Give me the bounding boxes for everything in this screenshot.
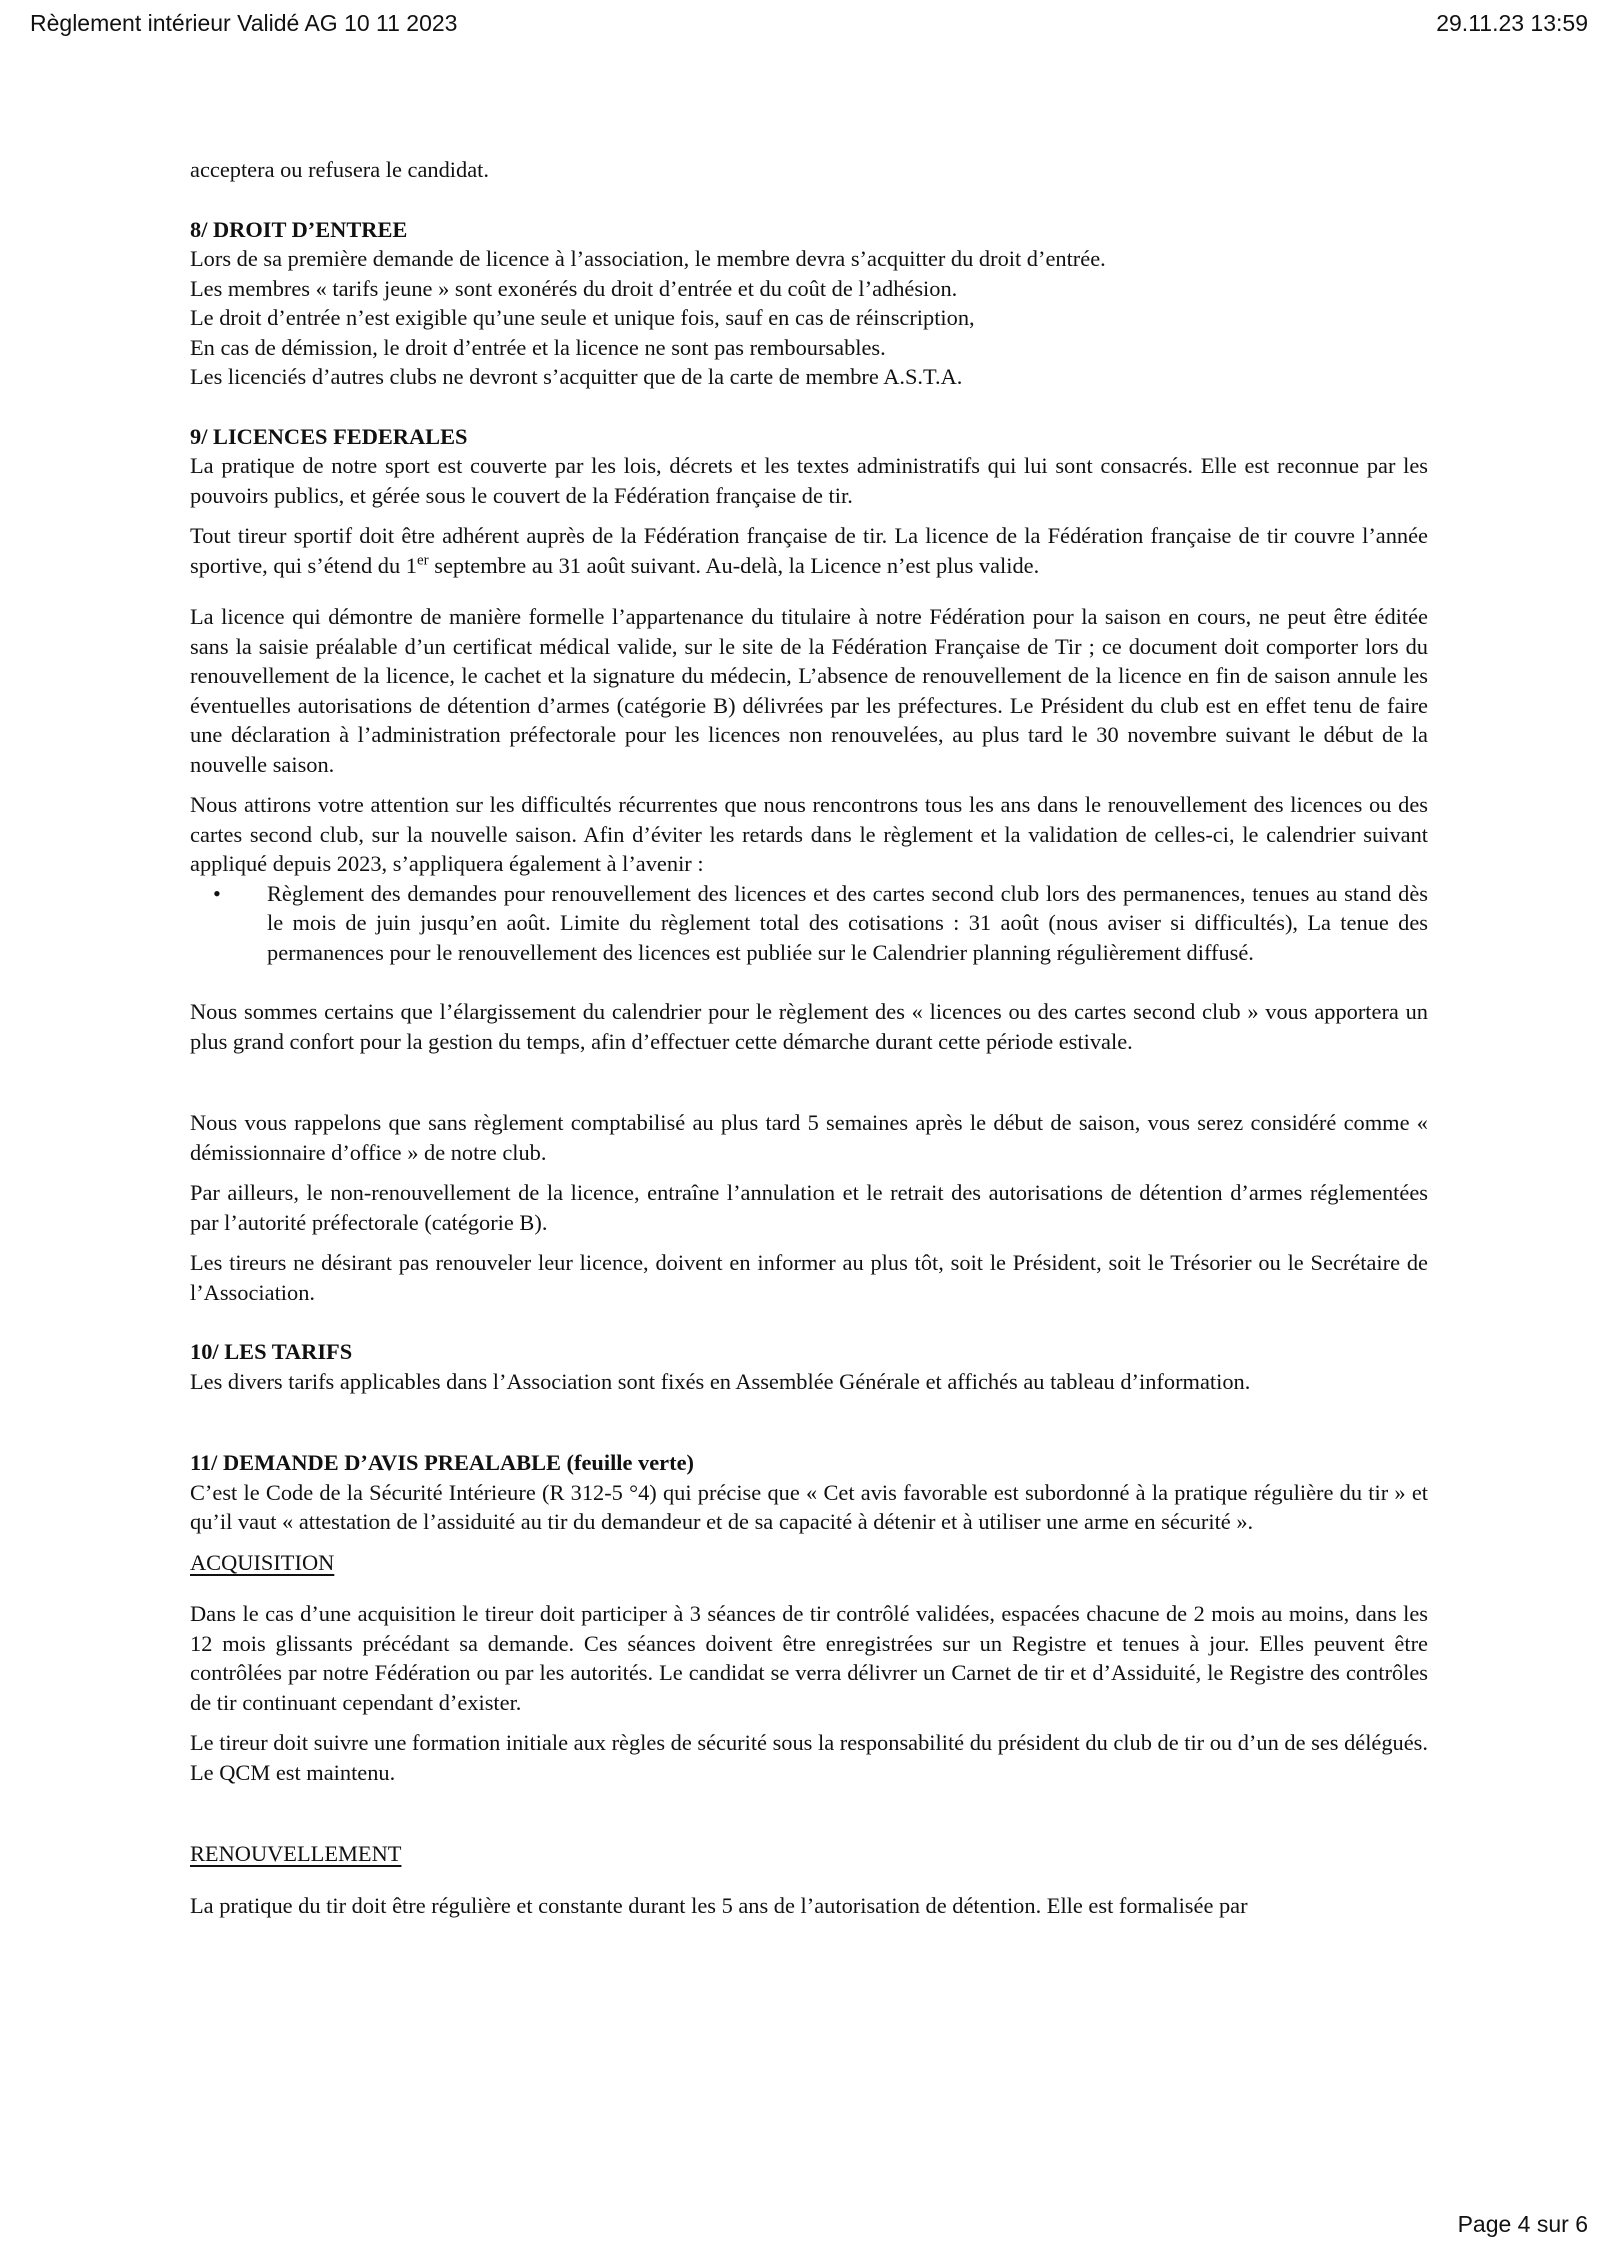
bullet-text: Règlement des demandes pour renouvellement des licences et des cartes second club lors des permanences, tenues au stand dès le mois de juin jusqu’en août. Limite du règlement total des cotisations : 31 août (nous aviser si difficultés), La tenue des permanences pour le renouvellement des licences est publiée sur le Calendrier planning régulièrement diffusé.: [267, 880, 1428, 965]
print-header-title: Règlement intérieur Validé AG 10 11 2023: [30, 10, 458, 36]
section-9-paragraph: Nous attirons votre attention sur les difficultés récurrentes que nous rencontrons tous les ans dans le renouvellement des licences ou des cartes second club, sur la nouvelle saison. Afin d’éviter les retards dans le règlement et la validation de celles-ci, le calendrier suivant appliqué depuis 2023, s’appliquera également à l’avenir :: [190, 792, 1428, 876]
section-9-paragraph: Par ailleurs, le non-renouvellement de la licence, entraîne l’annulation et le retrait des autorisations de détention d’armes réglementées par l’autorité préfectorale (catégorie B).: [190, 1180, 1428, 1235]
section-11-heading: 11/ DEMANDE D’AVIS PREALABLE (feuille verte): [190, 1450, 694, 1475]
bullet-item: [190, 879, 1428, 968]
section-8-line: Le droit d’entrée n’est exigible qu’une seule et unique fois, sauf en cas de réinscription,: [190, 305, 975, 330]
section-10-paragraph: Les divers tarifs applicables dans l’Association sont fixés en Assemblée Générale et affichés au tableau d’information.: [190, 1368, 1251, 1394]
page-number: Page 4 sur 6: [1457, 2211, 1588, 2237]
section-11-paragraph: C’est le Code de la Sécurité Intérieure (R 312-5 °4) qui précise que « Cet avis favorable est subordonné à la pratique régulière du tir » et qu’il vaut « attestation de l’assiduité au tir du demandeur et de sa capacité à détenir et à utiliser une arme en sécurité ».: [190, 1479, 1428, 1534]
section-11-paragraph: La pratique du tir doit être régulière et constante durant les 5 ans de l’autorisation de détention. Elle est formalisée par: [190, 1892, 1248, 1918]
ordinal-superscript: er: [416, 552, 429, 569]
section-9-paragraph: [190, 521, 1428, 580]
section-8-line: Les licenciés d’autres clubs ne devront s’acquitter que de la carte de membre A.S.T.A.: [190, 364, 963, 389]
section-10-heading: 10/ LES TARIFS: [190, 1339, 353, 1364]
section-8-line: Les membres « tarifs jeune » sont exonérés du droit d’entrée et du coût de l’adhésion.: [190, 275, 958, 301]
section-9-heading: 9/ LICENCES FEDERALES: [190, 423, 468, 449]
section-8-line: En cas de démission, le droit d’entrée et la licence ne sont pas remboursables.: [190, 334, 886, 360]
section-9-paragraph-text: Tout tireur sportif doit être adhérent auprès de la Fédération française de tir. La licence de la Fédération française de tir couvre l’année sportive, qui s’étend du 1: [190, 523, 1428, 578]
print-header-datetime: 29.11.23 13:59: [1436, 10, 1588, 36]
intro-text: acceptera ou refusera le candidat.: [190, 157, 489, 182]
section-11-paragraph: Dans le cas d’une acquisition le tireur doit participer à 3 séances de tir contrôlé validées, espacées chacune de 2 mois au moins, dans les 12 mois glissants précédant sa demande. Ces séances doivent être enregistrées sur un Registre et tenues à jour. Elles peuvent être contrôlées par notre Fédération ou par les autorités. Le candidat se verra délivrer un Carnet de tir et d’Assiduité, le Registre des contrôles de tir continuant cependant d’exister.: [190, 1601, 1428, 1715]
section-9-paragraph: Les tireurs ne désirant pas renouveler leur licence, doivent en informer au plus tôt, soit le Président, soit le Trésorier ou le Secrétaire de l’Association.: [190, 1250, 1428, 1305]
section-8-line: Lors de sa première demande de licence à l’association, le membre devra s’acquitter du droit d’entrée.: [190, 246, 1106, 271]
subheading-acquisition: ACQUISITION: [190, 1549, 335, 1575]
section-9-paragraph-text: septembre au 31 août suivant. Au-delà, la Licence n’est plus valide.: [428, 552, 1040, 578]
section-8-heading: 8/ DROIT D’ENTREE: [190, 216, 408, 242]
section-9-paragraph: La licence qui démontre de manière formelle l’appartenance du titulaire à notre Fédération pour la saison en cours, ne peut être éditée sans la saisie préalable d’un certificat médical valide, sur le site de la Fédération Française de Tir ; ce document doit comporter lors du renouvellement de la licence, le cachet et la signature du médecin, L’absence de renouvellement de la licence en fin de saison annule les éventuelles autorisations de détention d’armes (catégorie B) délivrées par les préfectures. Le Président du club est en effet tenu de faire une déclaration à l’administration préfectorale pour les licences non renouvelées, au plus tard le 30 novembre suivant le début de la nouvelle saison.: [190, 604, 1428, 777]
section-9-paragraph: Nous vous rappelons que sans règlement comptabilisé au plus tard 5 semaines après le début de saison, vous serez considéré comme « démissionnaire d’office » de notre club.: [190, 1110, 1428, 1165]
document-body: [190, 155, 1428, 1920]
section-9-paragraph: Nous sommes certains que l’élargissement du calendrier pour le règlement des « licences ou des cartes second club » vous apportera un plus grand confort pour la gestion du temps, afin d’effectuer cette démarche durant cette période estivale.: [190, 999, 1428, 1054]
subheading-renouvellement: RENOUVELLEMENT: [190, 1841, 402, 1866]
section-11-paragraph: Le tireur doit suivre une formation initiale aux règles de sécurité sous la responsabilité du président du club de tir ou d’un de ses délégués. Le QCM est maintenu.: [190, 1730, 1428, 1785]
bullet-mark: •: [213, 880, 221, 906]
section-9-paragraph: La pratique de notre sport est couverte par les lois, décrets et les textes administratifs qui lui sont consacrés. Elle est reconnue par les pouvoirs publics, et gérée sous le couvert de la Fédération française de tir.: [190, 453, 1428, 508]
